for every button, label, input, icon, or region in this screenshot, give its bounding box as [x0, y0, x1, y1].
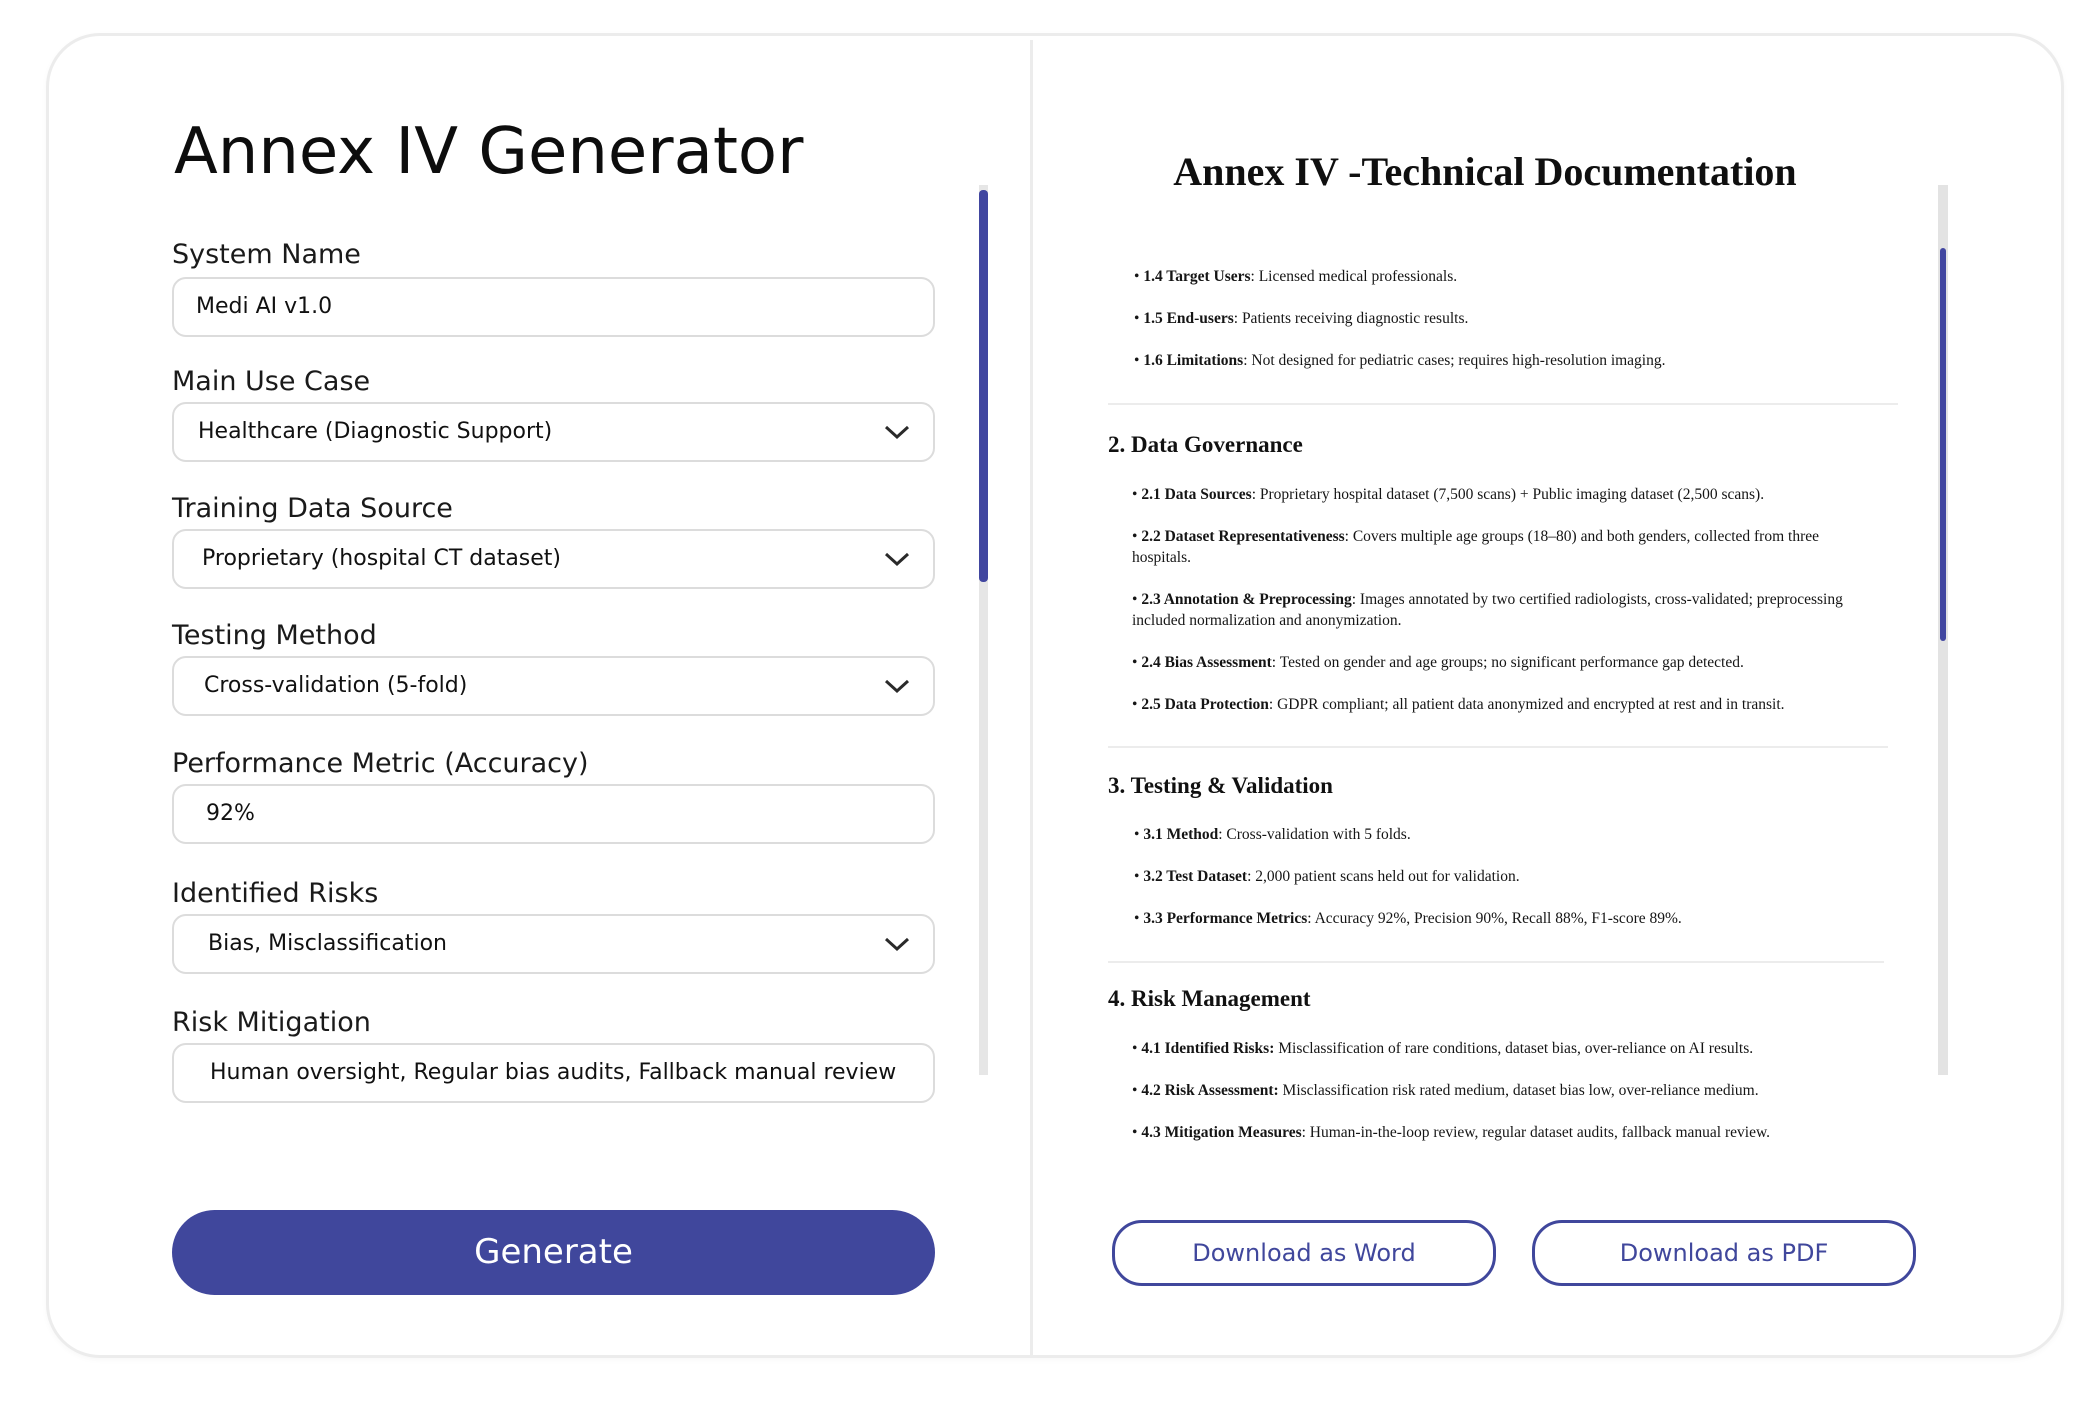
testing-method-label: Testing Method [172, 620, 377, 651]
list-item: • 4.3 Mitigation Measures: Human-in-the-loop review, regular dataset audits, fallback manual review. [1132, 1124, 1771, 1141]
page-title: Annex IV Generator [174, 115, 804, 189]
system-name-label: System Name [172, 239, 361, 270]
section-divider [1108, 746, 1888, 748]
training-data-source-label: Training Data Source [172, 493, 453, 524]
system-name-value: Medi AI v1.0 [196, 294, 333, 319]
generate-button[interactable]: Generate [172, 1210, 935, 1295]
section-heading: 3. Testing & Validation [1108, 773, 1333, 798]
list-item: • 1.5 End-users: Patients receiving diagnostic results. [1134, 310, 1469, 327]
document-title: Annex IV -Technical Documentation [1173, 149, 1797, 194]
list-item: • 4.2 Risk Assessment: Misclassification risk rated medium, dataset bias low, over-reliance medium. [1132, 1082, 1759, 1099]
section-heading: 2. Data Governance [1108, 432, 1303, 457]
main-use-case-value: Healthcare (Diagnostic Support) [198, 419, 553, 444]
list-item: • 2.3 Annotation & Preprocessing: Images annotated by two certified radiologists, cross-validated; preprocessing included normalization and anonymization. [1132, 591, 1843, 629]
risk-mitigation-value: Human oversight, Regular bias audits, Fallback manual review [210, 1060, 897, 1085]
list-item: • 1.4 Target Users: Licensed medical professionals. [1134, 268, 1458, 285]
list-item: • 3.1 Method: Cross-validation with 5 folds. [1134, 826, 1411, 843]
identified-risks-label: Identified Risks [172, 878, 379, 909]
performance-metric-label: Performance Metric (Accuracy) [172, 748, 589, 779]
testing-method-value: Cross-validation (5-fold) [204, 673, 468, 698]
training-data-source-value: Proprietary (hospital CT dataset) [202, 546, 562, 571]
main-use-case-label: Main Use Case [172, 366, 371, 397]
performance-metric-value: 92% [206, 801, 255, 826]
download-word-button[interactable]: Download as Word [1112, 1220, 1496, 1286]
section-divider [1108, 403, 1898, 405]
identified-risks-value: Bias, Misclassification [208, 931, 447, 956]
list-item: • 3.3 Performance Metrics: Accuracy 92%, Precision 90%, Recall 88%, F1-score 89%. [1134, 910, 1682, 927]
list-item: • 2.2 Dataset Representativeness: Covers multiple age groups (18–80) and both genders, collected from three hospitals. [1132, 528, 1820, 566]
list-item: • 2.4 Bias Assessment: Tested on gender and age groups; no significant performance gap detected. [1132, 654, 1744, 671]
list-item: • 1.6 Limitations: Not designed for pediatric cases; requires high-resolution imaging. [1134, 352, 1666, 369]
section-heading: 4. Risk Management [1108, 986, 1311, 1011]
document-scrollbar-thumb[interactable] [1940, 248, 1946, 641]
risk-mitigation-label: Risk Mitigation [172, 1007, 371, 1038]
list-item: • 3.2 Test Dataset: 2,000 patient scans held out for validation. [1134, 868, 1520, 885]
download-pdf-button[interactable]: Download as PDF [1532, 1220, 1916, 1286]
list-item: • 4.1 Identified Risks: Misclassification of rare conditions, dataset bias, over-reliance on AI results. [1132, 1040, 1754, 1057]
list-item: • 2.5 Data Protection: GDPR compliant; all patient data anonymized and encrypted at rest and in transit. [1132, 696, 1785, 713]
list-item: • 2.1 Data Sources: Proprietary hospital dataset (7,500 scans) + Public imaging dataset (2,500 scans). [1132, 486, 1765, 503]
section-divider [1108, 961, 1884, 963]
